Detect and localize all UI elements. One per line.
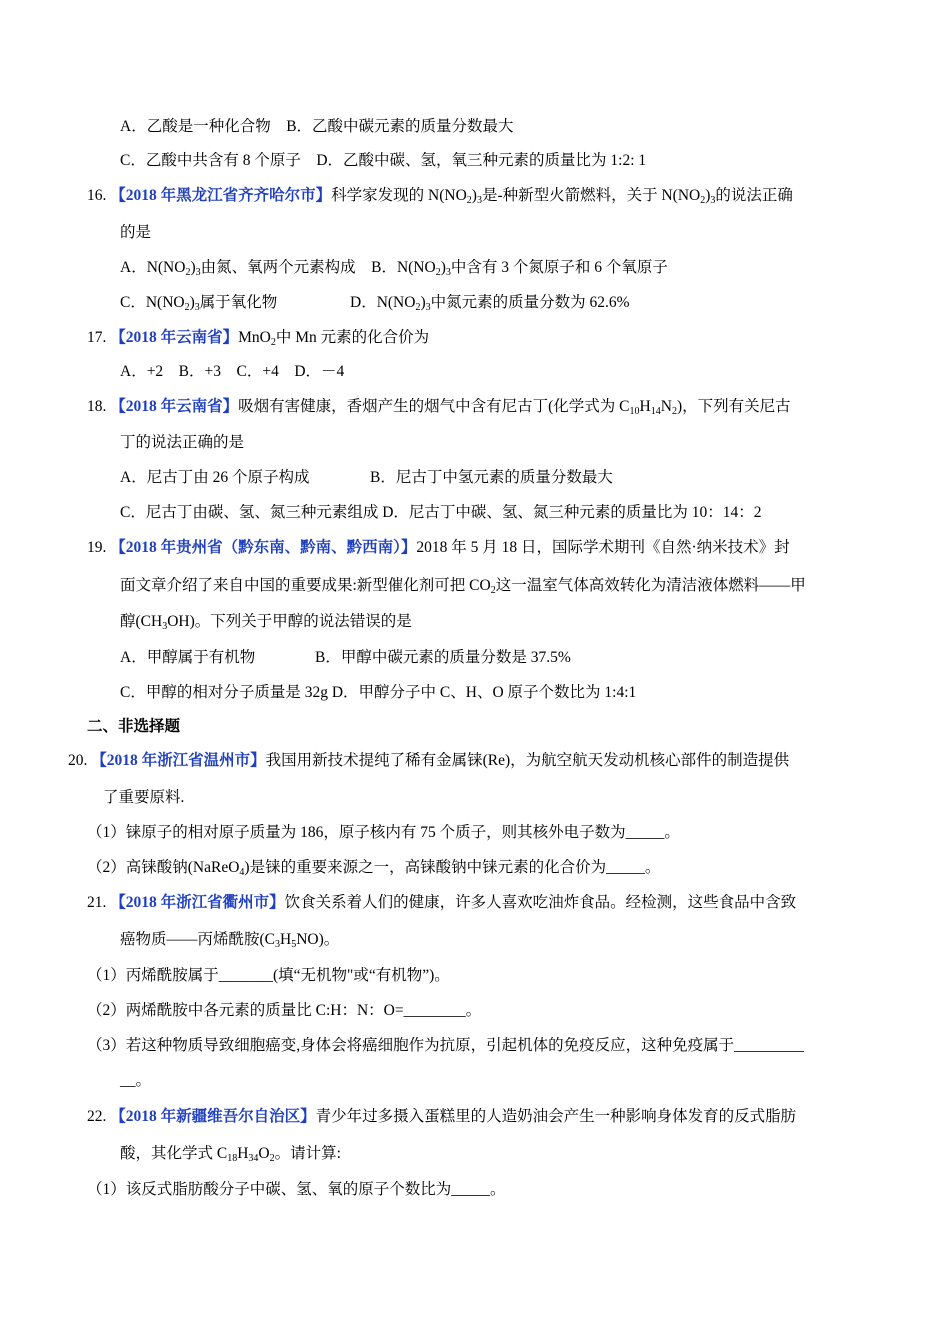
q18-option-b: B．尼古丁中氢元素的质量分数最大 [370,469,613,486]
q16-text: ) [190,259,196,276]
subscript: 3 [476,195,482,206]
subscript: 3 [275,939,281,950]
q16-number: 16. [87,187,107,204]
q22-number: 22. [87,1108,107,1125]
q21-part3: （3）若这种物质导致细胞癌变,身体会将癌细胞作为抗原，引起机体的免疫反应，这种免疫属于_________ [87,1037,804,1054]
subscript: 2 [671,406,677,417]
q21-part3-cont: __。 [120,1072,152,1089]
subscript: 3 [445,267,451,278]
q16-text: ) [420,294,426,311]
q18-options-cd: C．尼古丁由碳、氢、氮三种元素组成 D．尼古丁中碳、氢、氮三种元素的质量比为 10：14：2 [120,504,762,521]
q18-source: 【2018 年云南省】 [110,398,239,415]
q19-text: 这一温室气体高效转化为清洁液体燃料——甲 [495,577,806,594]
q20-text: （2）高铼酸钠(NaReO [87,859,240,876]
q17-source: 【2018 年云南省】 [110,329,239,346]
q17-text: MnO [238,329,271,346]
q16-text: 的说法正确 [715,187,793,204]
subscript: 5 [291,939,297,950]
subscript: 2 [466,195,472,206]
subscript: 2 [435,267,441,278]
subscript: 3 [194,302,200,313]
q19-source: 【2018 年贵州省（黔东南、黔南、黔西南）】 [110,539,417,556]
q18-text: 吸烟有害健康，香烟产生的烟气中含有尼古丁(化学式为 C [238,398,630,415]
q16-options-ab [120,258,668,283]
q21-text: 饮食关系着人们的健康，许多人喜欢吃油炸食品。经检测，这些食品中含致 [284,894,797,911]
subscript: 10 [629,406,640,417]
q18-text: N [660,398,672,415]
q18-stem-line1 [87,397,791,422]
q22-part1: （1）该反式脂肪酸分子中碳、氢、氧的原子个数比为_____。 [87,1181,506,1198]
q20-text: )是铼的重要来源之一，高铼酸钠中铼元素的化合价为_____。 [244,859,661,876]
subscript: 2 [270,337,276,348]
q16-source: 【2018 年黑龙江省齐齐哈尔市】 [110,187,332,204]
q16-text: D．N(NO [350,294,416,311]
q16-text: C．N(NO [120,294,185,311]
q17-stem [87,328,429,353]
q21-stem-line2 [120,930,339,955]
q21-text: 癌物质——丙烯酰胺(C [120,931,276,948]
q16-text: 中氮元素的质量分数为 62.6% [430,294,630,311]
q17-options: A．+2 B．+3 C．+4 D．－4 [120,363,345,380]
q20-source: 【2018 年浙江省温州市】 [91,752,266,769]
subscript: 2 [490,585,496,596]
subscript: 4 [239,867,245,878]
q16-text: ) [189,294,195,311]
q17-number: 17. [87,329,107,346]
q16-option-c [120,293,277,318]
q16-text: ) [705,187,711,204]
q19-stem-line2 [120,576,806,601]
subscript: 2 [185,267,191,278]
q21-source: 【2018 年浙江省衢州市】 [110,894,285,911]
q20-number: 20. [68,752,88,769]
subscript: 2 [184,302,190,313]
subscript: 3 [162,621,168,632]
q19-number: 19. [87,539,107,556]
subscript: 18 [227,1153,238,1164]
q16-stem-line2: 的是 [120,224,152,241]
q15-options-cd: C．乙酸中共含有 8 个原子 D．乙酸中碳、氢，氧三种元素的质量比为 1:2: 1 [120,152,647,169]
subscript: 3 [710,195,716,206]
q16-text: ) [440,259,446,276]
q18-text: )，下列有关尼古 [676,398,791,415]
q19-stem-line3 [120,612,412,637]
q16-text: 由氮、氧两个元素构成 B．N(NO [200,259,436,276]
q19-text: 面文章介绍了来自中国的重要成果:新型催化剂可把 CO [120,577,491,594]
q19-option-b: B．甲醇中碳元素的质量分数是 37.5% [315,649,571,666]
subscript: 34 [248,1153,259,1164]
subscript: 2 [269,1153,275,1164]
subscript: 3 [195,267,201,278]
q22-text: 青少年过多摄入蛋糕里的人造奶油会产生一种影响身体发育的反式脂肪 [315,1108,797,1125]
q19-option-a: A．甲醇属于有机物 [120,649,256,666]
q21-stem-line1 [87,893,796,913]
q22-stem-line2 [120,1144,341,1169]
q19-options-cd: C．甲醇的相对分子质量是 32g D．甲醇分子中 C、H、O 原子个数比为 1:4:1 [120,684,637,701]
q20-stem-line1 [68,751,789,771]
q22-text: 。请计算: [274,1145,341,1162]
q22-text: 酸，其化学式 C [120,1145,228,1162]
q20-text: 我国用新技术提纯了稀有金属铼(Re)，为航空航天发动机核心部件的制造提供 [265,752,790,769]
q19-text: 2018 年 5 月 18 日，国际学术期刊《自然·纳米技术》封 [416,539,790,556]
q22-stem-line1 [87,1107,796,1127]
q20-stem-line2: 了重要原料. [103,789,185,806]
q16-text: 中含有 3 个氮原子和 6 个氧原子 [450,259,668,276]
section-heading: 二、非选择题 [87,718,181,735]
q18-option-a: A．尼古丁由 26 个原子构成 [120,469,310,486]
q17-text: 中 Mn 元素的化合价为 [275,329,430,346]
q18-stem-line2: 丁的说法正确的是 [120,434,245,451]
q21-text: NO)。 [296,931,340,948]
subscript: 14 [650,406,661,417]
q16-text: 是-种新型火箭燃料，关于 N(NO [481,187,701,204]
q16-text: 属于氧化物 [199,294,278,311]
q15-options-ab: A．乙酸是一种化合物 B．乙酸中碳元素的质量分数最大 [120,118,514,135]
subscript: 2 [700,195,706,206]
q20-part1: （1）铼原子的相对原子质量为 186，原子核内有 75 个质子，则其核外电子数为_____。 [87,824,680,841]
q16-stem-line1 [87,186,793,211]
q21-number: 21. [87,894,107,911]
q21-text: H [280,931,292,948]
q21-part2: （2）两烯酰胺中各元素的质量比 C:H：N：O=________。 [87,1002,482,1019]
q16-option-d [350,293,630,318]
q22-text: H [237,1145,249,1162]
subscript: 3 [425,302,431,313]
q16-text: A．N(NO [120,259,186,276]
subscript: 2 [415,302,421,313]
q19-stem-line1 [87,538,790,558]
q20-part2 [87,858,660,883]
q22-text: O [258,1145,270,1162]
q16-text: 科学家发现的 N(NO [331,187,467,204]
q19-text: 醇(CH [120,613,163,630]
q21-part1: （1）丙烯酰胺属于_______(填“无机物"或“有机物”)。 [87,967,450,984]
q22-source: 【2018 年新疆维吾尔自治区】 [110,1108,316,1125]
q19-text: OH)。下列关于甲醇的说法错误的是 [167,613,412,630]
q18-text: H [639,398,651,415]
q18-number: 18. [87,398,107,415]
q16-text: ) [471,187,477,204]
